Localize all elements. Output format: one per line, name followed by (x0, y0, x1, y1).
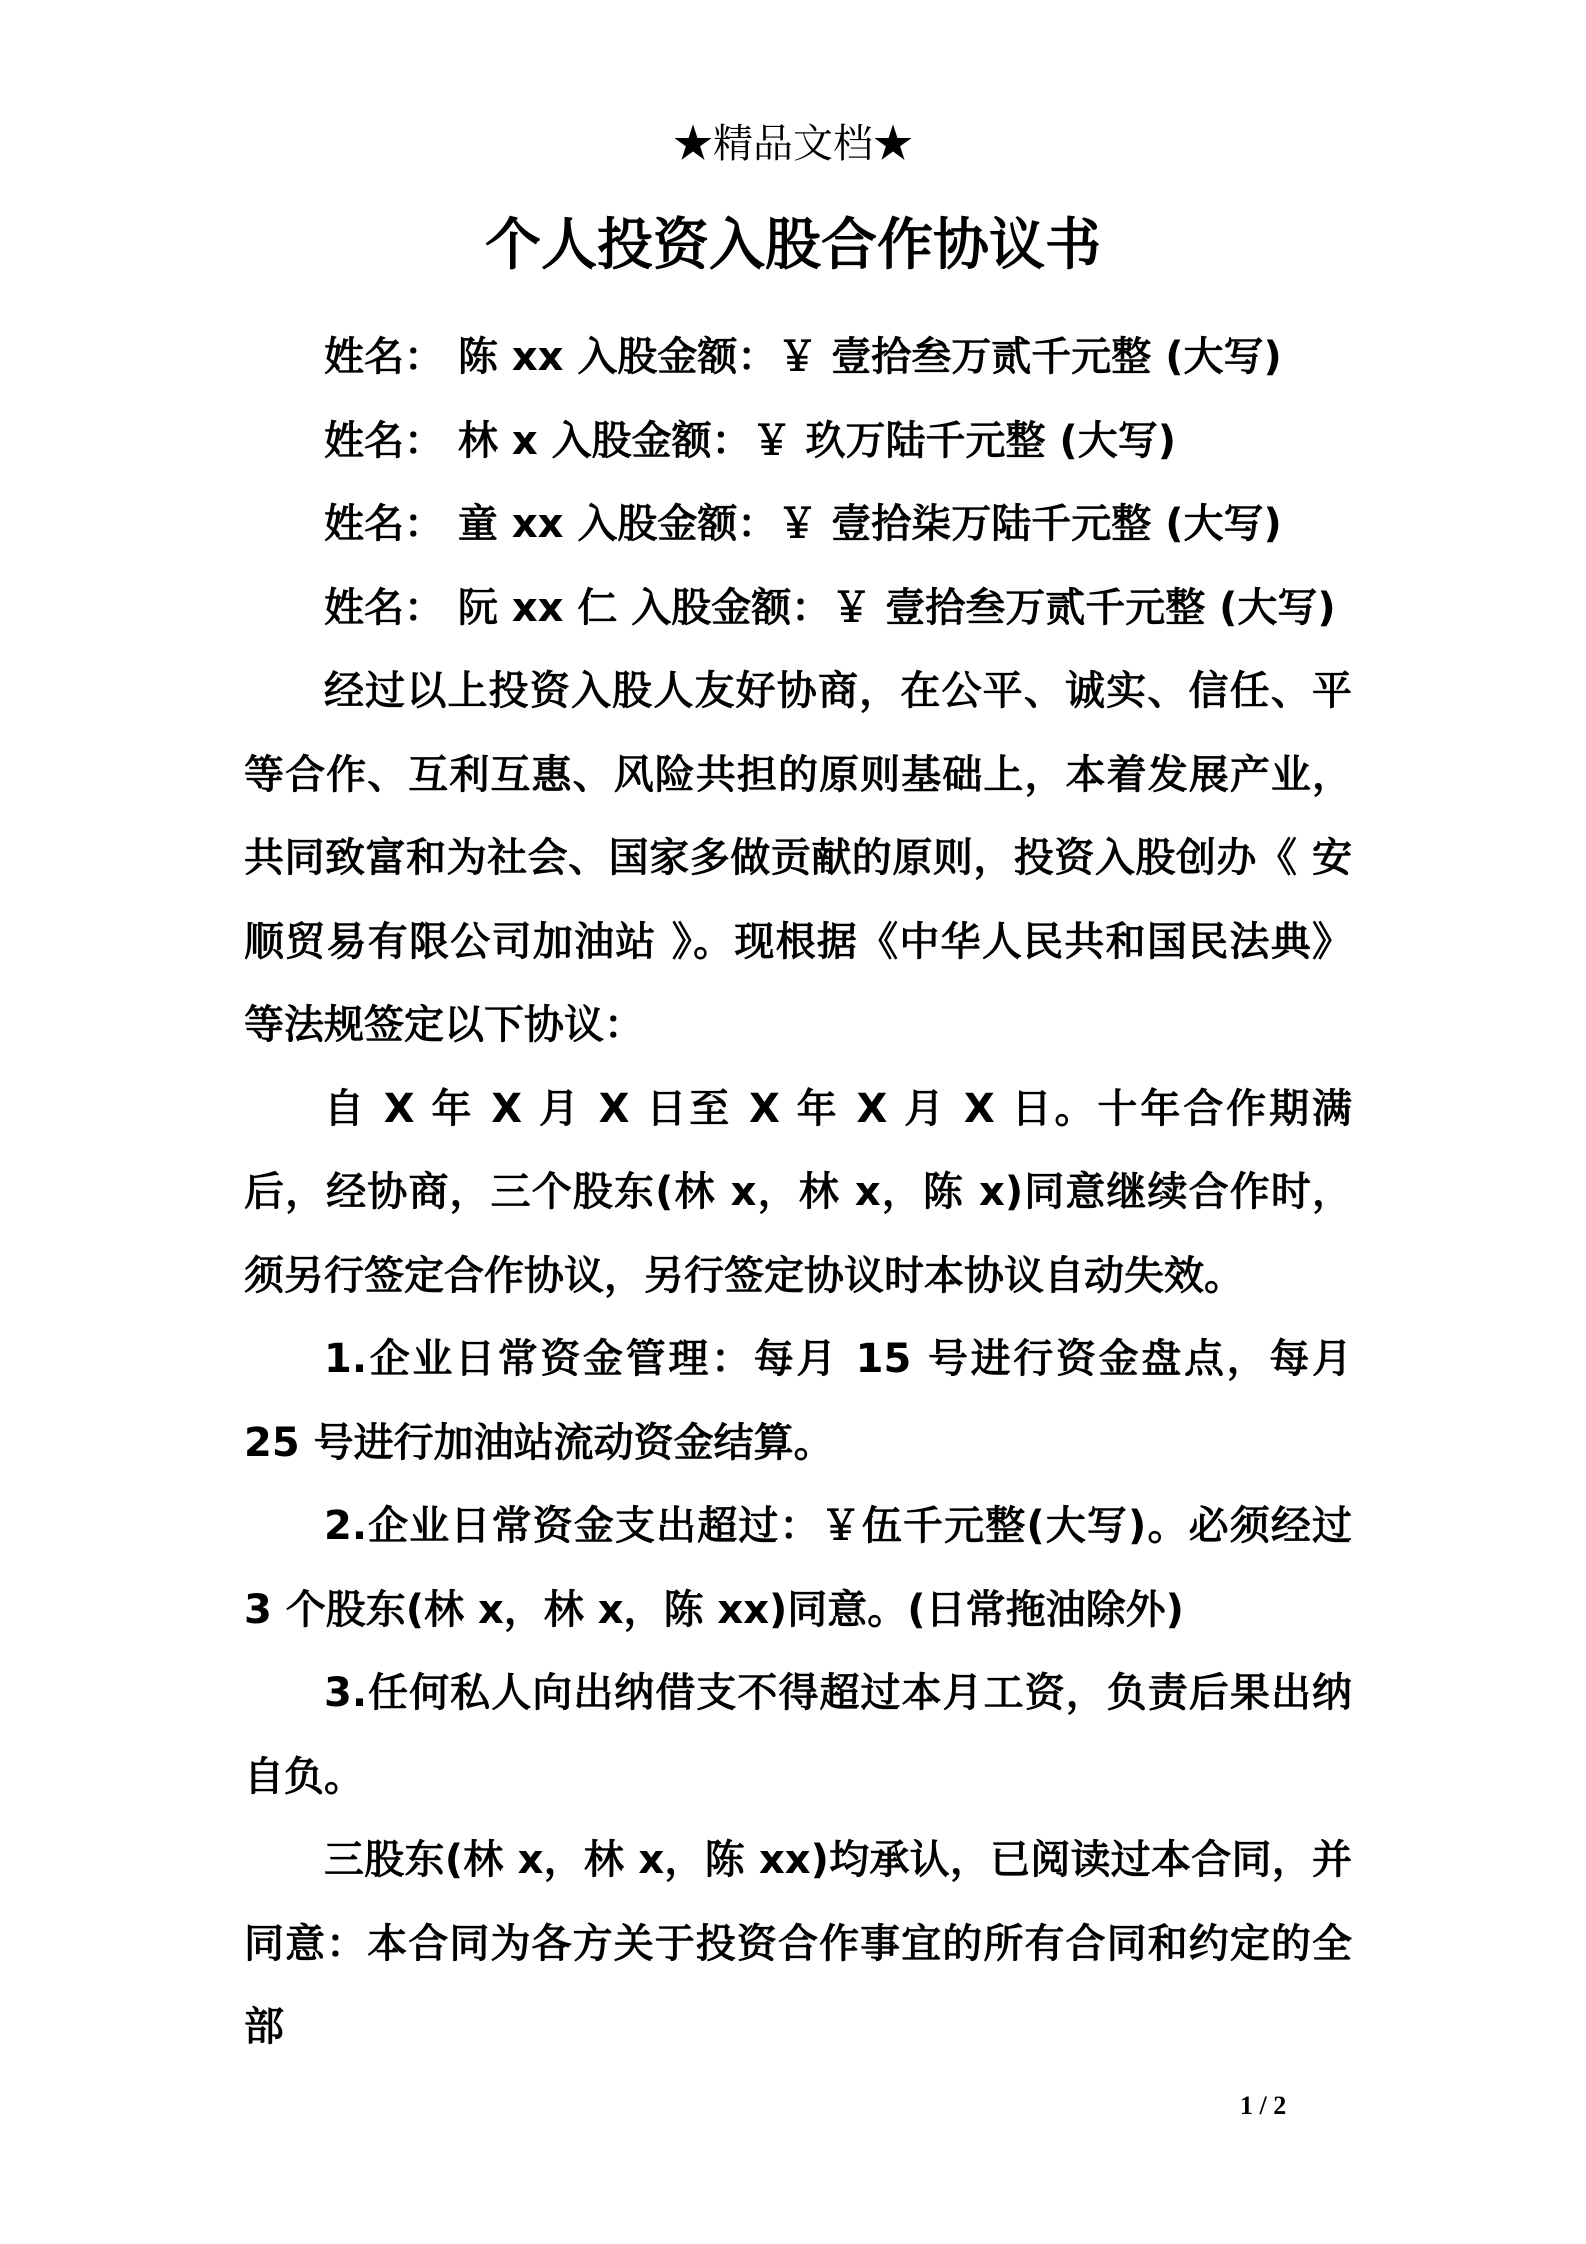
document-title: 个人投资入股合作协议书 (485, 213, 1101, 278)
paragraph-preamble: 经过以上投资入股人友好协商，在公平、诚实、信任、平等合作、互利互惠、风险共担的原则基础上，本着发展产业，共同致富和为社会、国家多做贡献的原则，投资入股创办《 安顺贸易有限公司加油站 》。现根据《中华人民共和国民法典》等法规签定以下协议： (244, 668, 1352, 1048)
paragraph-acknowledgement: 三股东(林 x，林 x，陈 xx)均承认，已阅读过本合同，并同意：本合同为各方关于投资合作事宜的所有合同和约定的全部 (244, 1837, 1352, 2050)
shareholder-line-1: 姓名： 陈 xx 入股金额：￥ 壹拾叁万贰千元整 (大写) (324, 334, 1282, 380)
paragraph-term: 自 X 年 X 月 X 日至 X 年 X 月 X 日。十年合作期满后，经协商，三个股东(林 x，林 x，陈 x)同意继续合作时，须另行签定合作协议，另行签定协议时本协议自动失效。 (244, 1085, 1352, 1299)
shareholder-line-2: 姓名： 林 x 入股金额：￥ 玖万陆千元整 (大写) (324, 417, 1176, 464)
paragraph-clause-3: 3.任何私人向出纳借支不得超过本月工资，负责后果出纳自负。 (244, 1670, 1352, 1800)
page-number: 1 / 2 (1240, 2091, 1287, 2120)
shareholder-line-3: 姓名： 童 xx 入股金额：￥ 壹拾柒万陆千元整 (大写) (324, 501, 1282, 547)
shareholder-line-4: 姓名： 阮 xx 仁 入股金额：￥ 壹拾叁万贰千元整 (大写) (324, 584, 1336, 631)
document-body (244, 316, 1352, 2070)
paragraph-clause-2: 2.企业日常资金支出超过：￥伍千元整(大写)。必须经过 3 个股东(林 x，林 x，陈 xx)同意。(日常拖油除外) (244, 1503, 1352, 1633)
header-mark: ★精品文档★ (673, 121, 913, 167)
paragraph-clause-1: 1.企业日常资金管理：每月 15 号进行资金盘点，每月 25 号进行加油站流动资金结算。 (244, 1336, 1352, 1466)
